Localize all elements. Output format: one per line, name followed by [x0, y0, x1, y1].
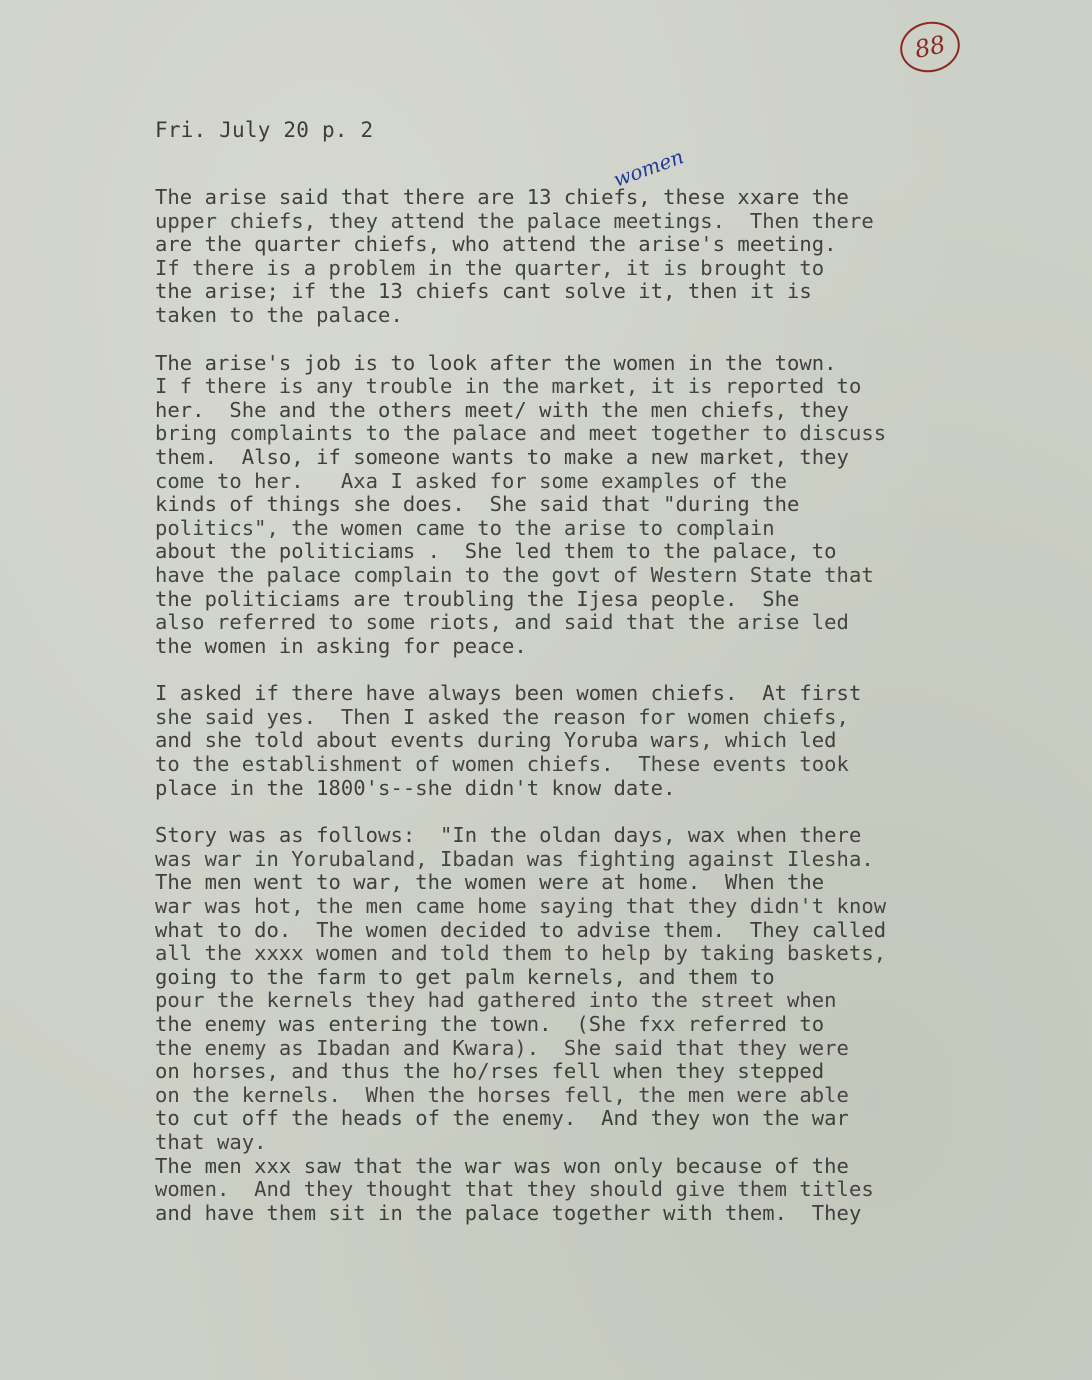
text-line: about the politiciams . She led them to the palace, to: [155, 539, 837, 564]
text-line: come to her. Axa I asked for some examples of the: [155, 468, 787, 493]
text-line: bring complaints to the palace and meet together to discuss: [155, 421, 887, 446]
text-line: If there is a problem in the quarter, it is brought to: [155, 255, 825, 280]
text-line: The arise said that there are 13 chiefs, these xxare the: [155, 185, 849, 209]
text-line: and have them sit in the palace together with them. They: [155, 1200, 862, 1225]
text-line: taken to the palace.: [155, 302, 403, 327]
text-line: the women in asking for peace.: [155, 633, 527, 658]
paragraph-2: [155, 352, 1015, 659]
paragraph-4: [155, 824, 1015, 1225]
text-line: all the xxxx women and told them to help by taking baskets,: [155, 941, 887, 966]
text-line: and she told about events during Yoruba wars, which led: [155, 728, 837, 753]
text-line: war was hot, the men came home saying that they didn't know: [155, 894, 887, 919]
text-line: The arise's job is to look after the women in the town.: [155, 350, 837, 375]
handwritten-insertion: women: [610, 144, 687, 192]
text-line: place in the 1800's--she didn't know date.: [155, 775, 676, 800]
text-line: her. She and the others meet/ with the men chiefs, they: [155, 397, 849, 422]
text-line: what to do. The women decided to advise them. They called: [155, 917, 887, 942]
page-header: Fri. July 20 p. 2: [155, 118, 374, 142]
text-line: that way.: [155, 1129, 267, 1154]
text-line: I asked if there have always been women chiefs. At first: [155, 681, 862, 706]
text-line: on the kernels. When the horses fell, the men were able: [155, 1082, 849, 1107]
text-line: pour the kernels they had gathered into the street when: [155, 988, 837, 1013]
text-line: are the quarter chiefs, who attend the arise's meeting.: [155, 232, 837, 257]
text-line: was war in Yorubaland, Ibadan was fighting against Ilesha.: [155, 846, 874, 871]
text-line: The men went to war, the women were at home. When the: [155, 870, 825, 895]
text-line: the enemy was entering the town. (She fxx referred to: [155, 1012, 825, 1036]
text-line: have the palace complain to the govt of Western State that: [155, 562, 874, 587]
text-line: also referred to some riots, and said that the arise led: [155, 610, 849, 635]
text-line: to the establishment of women chiefs. These events took: [155, 752, 849, 777]
paragraph-1: [155, 186, 1015, 328]
document-body: [155, 186, 1015, 1249]
text-line: to cut off the heads of the enemy. And they won the war: [155, 1106, 849, 1131]
text-line: the enemy as Ibadan and Kwara). She said that they were: [155, 1035, 849, 1060]
text-line: upper chiefs, they attend the palace meetings. Then there: [155, 208, 874, 233]
text-line: kinds of things she does. She said that "during the: [155, 492, 800, 517]
text-line: The men xxx saw that the war was won only because of the: [155, 1153, 849, 1178]
text-line: politics", the women came to the arise to complain: [155, 515, 775, 540]
text-line: them. Also, if someone wants to make a new market, they: [155, 444, 849, 469]
text-line: Story was as follows: "In the oldan days, wax when there: [155, 823, 862, 848]
text-line: I f there is any trouble in the market, it is reported to: [155, 374, 862, 399]
text-line: going to the farm to get palm kernels, and them to: [155, 964, 775, 989]
text-line: the arise; if the 13 chiefs cant solve it, then it is: [155, 279, 812, 304]
paragraph-3: [155, 682, 1015, 800]
text-line: on horses, and thus the ho/rses fell when they stepped: [155, 1059, 825, 1084]
text-line: the politiciams are troubling the Ijesa people. She: [155, 586, 800, 611]
text-line: she said yes. Then I asked the reason for women chiefs,: [155, 704, 849, 729]
circled-page-number: 88: [895, 16, 964, 77]
text-line: women. And they thought that they should give them titles: [155, 1177, 874, 1202]
